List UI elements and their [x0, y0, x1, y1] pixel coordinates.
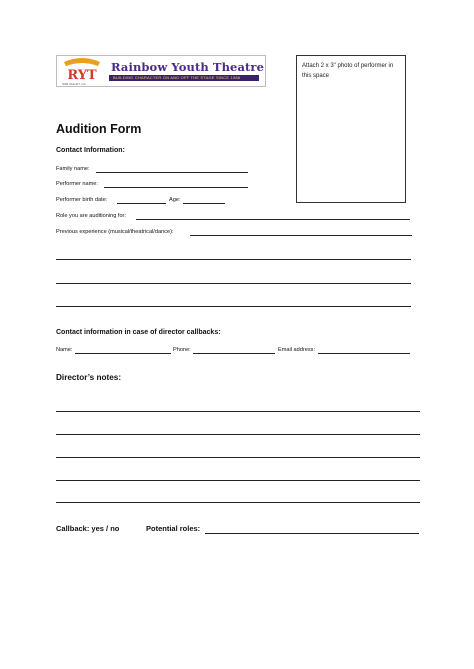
- email-label: Email address:: [278, 347, 315, 353]
- logo-tagline-band: [109, 75, 259, 81]
- email-field[interactable]: [318, 353, 410, 354]
- notes-line-5[interactable]: [56, 502, 420, 503]
- form-title: Audition Form: [56, 122, 142, 136]
- callback-name-label: Name:: [56, 347, 73, 353]
- role-field[interactable]: [136, 219, 410, 220]
- experience-line-3[interactable]: [56, 306, 411, 307]
- logo-subtitle: SIMI VALLEY, CA: [62, 82, 86, 86]
- birth-date-field[interactable]: [117, 203, 166, 204]
- logo: [56, 55, 266, 87]
- notes-line-3[interactable]: [56, 457, 420, 458]
- logo-tagline: BUILDING CHARACTER ON AND OFF THE STAGE SINCE 1988: [113, 75, 241, 80]
- family-name-field[interactable]: [96, 172, 248, 173]
- contact-heading: Contact Information:: [56, 147, 125, 154]
- age-label: Age:: [169, 197, 181, 203]
- notes-line-4[interactable]: [56, 480, 420, 481]
- experience-field[interactable]: [190, 235, 412, 236]
- callback-contact-heading: Contact information in case of director callbacks:: [56, 329, 221, 336]
- potential-roles-label: Potential roles:: [146, 524, 201, 533]
- performer-name-label: Performer name:: [56, 181, 98, 187]
- callback-name-field[interactable]: [75, 353, 171, 354]
- experience-line-2[interactable]: [56, 283, 411, 284]
- logo-title: Rainbow Youth Theatre: [111, 60, 265, 74]
- age-field[interactable]: [183, 203, 225, 204]
- photo-attachment-box: [296, 55, 406, 203]
- role-label: Role you are auditioning for:: [56, 213, 126, 219]
- callback-yes-no: Callback: yes / no: [56, 524, 120, 533]
- family-name-label: Family name:: [56, 166, 90, 172]
- experience-line-1[interactable]: [56, 259, 411, 260]
- experience-label: Previous experience (musical/theatrical/dance):: [56, 229, 174, 235]
- directors-notes-heading: Director’s notes:: [56, 373, 122, 382]
- potential-roles-field[interactable]: [205, 533, 419, 534]
- notes-line-2[interactable]: [56, 434, 420, 435]
- photo-instructions: Attach 2 x 3" photo of performer in this space: [302, 63, 394, 79]
- logo-mark-text: RYT: [67, 68, 97, 82]
- phone-label: Phone:: [173, 347, 191, 353]
- performer-name-field[interactable]: [104, 187, 248, 188]
- theatre-masks-logo-icon: [60, 58, 104, 82]
- notes-line-1[interactable]: [56, 411, 420, 412]
- birth-date-label: Performer birth date:: [56, 197, 108, 203]
- phone-field[interactable]: [193, 353, 275, 354]
